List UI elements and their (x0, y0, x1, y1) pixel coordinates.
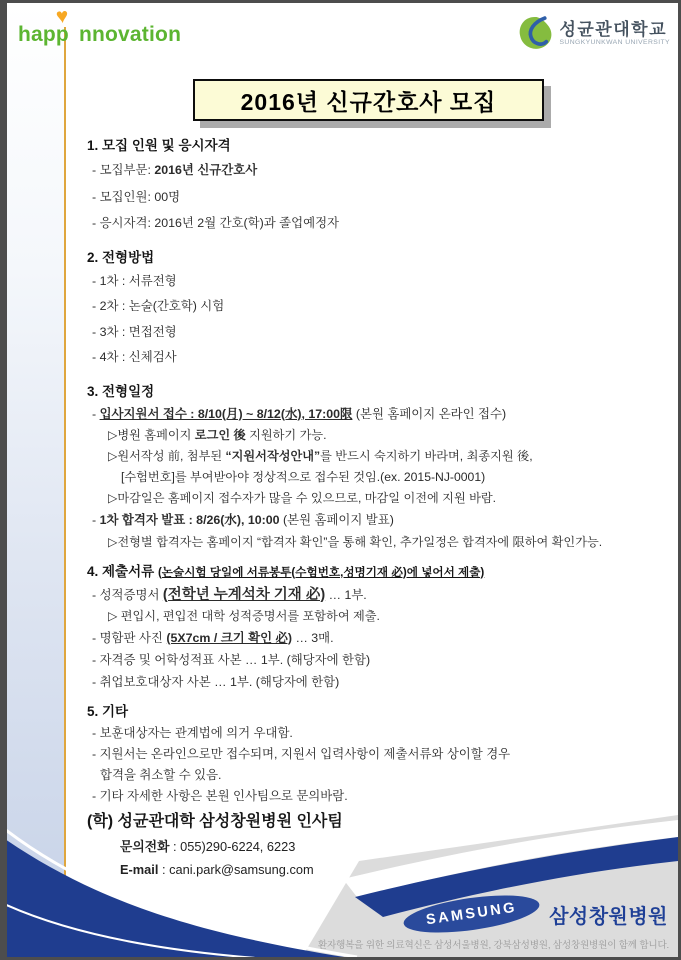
recruit-field-bold: 2016년 신규간호사 (154, 163, 258, 177)
section-heading: 3. 전형일정 (87, 383, 155, 399)
list-item: - 성적증명서 (전학년 누계석차 기재 必) … 1부. (92, 586, 367, 603)
section-recruitment (87, 134, 673, 237)
application-deadline: 입사지원서 접수 : 8/10(月) ~ 8/12(水), 17:00限 (99, 406, 353, 421)
samsung-logo: SAMSUNG (402, 889, 542, 940)
sub-item: ▷ 편입시, 편입전 대학 성적증명서를 포함하여 제출. (108, 608, 380, 623)
email-label: E-mail (120, 862, 159, 877)
gingko-leaf-icon (517, 15, 554, 52)
list-item: - 명함판 사진 (5X7cm / 크기 확인 必) … 3매. (92, 630, 334, 645)
skku-logo (517, 15, 670, 52)
list-item: - 모집인원: 00명 (92, 189, 181, 204)
list-item: - 지원서는 온라인으로만 접수되며, 지원서 입력사항이 제출서류와 상이할 경우 (92, 746, 511, 761)
sub-item: ▷전형별 합격자는 홈페이지 “합격자 확인”을 통해 확인, 추가일정은 합격자에 限하여 확인가능. (108, 534, 603, 549)
skku-wordmark (559, 21, 670, 46)
section-heading: 2. 전형방법 (87, 249, 155, 265)
list-item: - 보훈대상자는 관계법에 의거 우대함. (92, 725, 293, 740)
vertical-accent-line (64, 27, 66, 881)
sub-item: ▷마감일은 홈페이지 접수자가 많을 수 있으므로, 마감일 이전에 지원 바람. (108, 491, 497, 505)
result-announcement: 1차 합격자 발표 : 8/26(水), 10:00 (99, 513, 280, 527)
contact-email: E-mail : cani.park@samsung.com (120, 862, 314, 877)
section-selection-method (87, 246, 673, 371)
sub-item: ▷원서작성 前, 첨부된 “지원서작성안내”를 반드시 숙지하기 바라며, 최종지원 後, (108, 449, 533, 463)
contact-team-name: (학) 성균관대학 삼성창원병원 인사팀 (87, 813, 343, 830)
sub-item: ▷병원 홈페이지 로그인 後 지원하기 가능. (108, 428, 327, 442)
footer-slogan: 환자행복을 위한 의료혁신은 삼성서울병원, 강북삼성병원, 삼성창원병원이 함께 합니다. (317, 940, 669, 951)
hospital-name: 삼성창원병원 (549, 905, 668, 928)
list-item-continuation: 합격을 취소할 수 있음. (100, 767, 222, 782)
document-body (87, 134, 673, 814)
page-title (193, 79, 544, 121)
documents-note: (논술시험 당일에 서류봉투(수험번호,성명기재 必)에 넣어서 제출) (157, 565, 485, 579)
section-schedule (87, 380, 673, 553)
list-item: - 3차 : 면접전형 (92, 324, 177, 339)
heart-icon: ♥ (55, 4, 70, 29)
transcript-note: (전학년 누계석차 기재 必) (162, 586, 326, 603)
skku-name-english: SUNGKYUNKWAN UNIVERSITY (559, 39, 670, 46)
section-documents (87, 560, 673, 693)
list-item: - 1차 합격자 발표 : 8/26(水), 10:00 (본원 홈페이지 발표) (92, 513, 394, 527)
photo-size-note: (5X7cm / 크기 확인 必) (166, 630, 293, 645)
list-item: - 입사지원서 접수 : 8/10(月) ~ 8/12(水), 17:00限 (본원 홈페이지 온라인 접수) (92, 406, 507, 421)
page-title-text: 2016년 신규간호사 모집 (240, 88, 497, 115)
section-etc (87, 700, 673, 807)
list-item: - 2차 : 논술(간호학) 시험 (92, 299, 225, 313)
list-item: - 응시자격: 2016년 2월 간호(학)과 졸업예정자 (92, 216, 340, 230)
list-item: - 모집부문: 2016년 신규간호사 (92, 163, 258, 177)
section-heading: 5. 기타 (87, 703, 129, 719)
list-item: - 자격증 및 어학성적표 사본 … 1부. (해당자에 한함) (92, 652, 371, 667)
list-item: - 1차 : 서류전형 (92, 273, 177, 288)
sub-item-continuation: [수험번호]를 부여받아야 정상적으로 접수된 것임.(ex. 2015-NJ-0001) (121, 470, 486, 484)
phone-label: 문의전화 (120, 839, 170, 854)
section-heading: 4. 제출서류 (논술시험 당일에 서류봉투(수험번호,성명기재 必)에 넣어서 제출) (87, 563, 485, 579)
happinnovation-logo (18, 4, 182, 47)
contact-block (87, 809, 343, 881)
skku-name-korean: 성균관대학교 (559, 20, 667, 39)
happinnovation-wordmark: happ nnovation (18, 23, 182, 46)
list-item: - 기타 자세한 사항은 본원 인사팀으로 문의바람. (92, 788, 348, 803)
section-heading: 1. 모집 인원 및 응시자격 (87, 138, 231, 153)
list-item: - 4차 : 신체검사 (92, 350, 177, 364)
contact-phone: 문의전화 : 055)290-6224, 6223 (120, 839, 296, 854)
document-page (7, 3, 678, 957)
samsung-hospital-logo (403, 898, 668, 930)
list-item: - 취업보호대상자 사본 … 1부. (해당자에 한함) (92, 674, 340, 689)
